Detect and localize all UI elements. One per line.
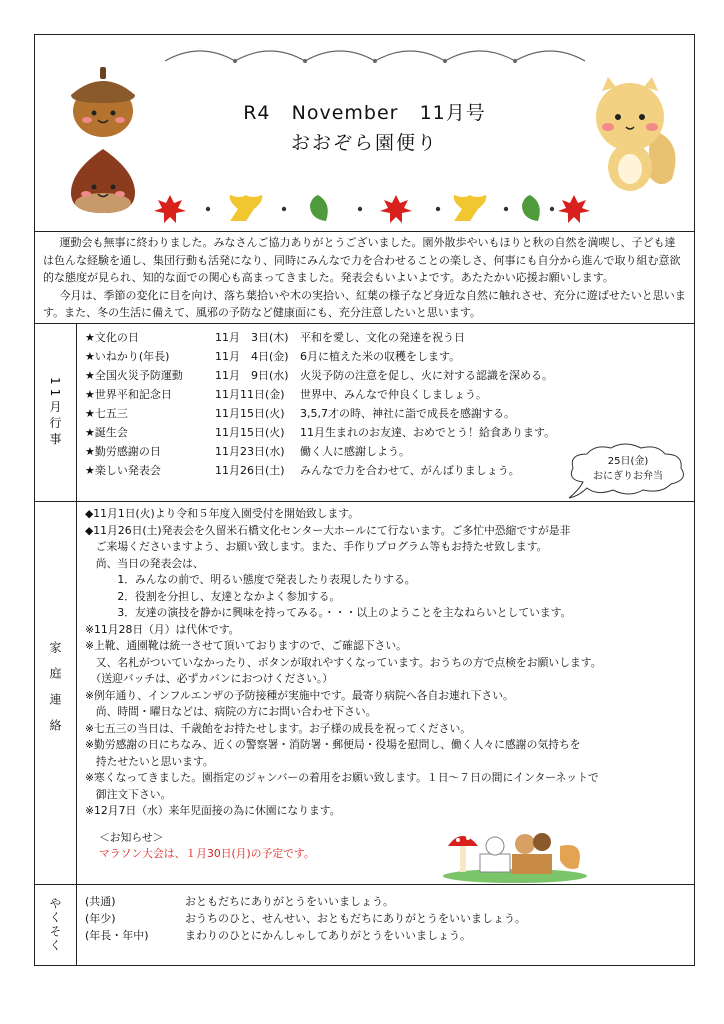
promise-row xyxy=(85,893,526,910)
event-date: 11月23日(水) xyxy=(215,445,285,458)
event-name: ★楽しい発表会 xyxy=(85,464,161,477)
event-name: ★全国火災予防運動 xyxy=(85,369,183,382)
event-desc: 6月に植えた米の収穫をします。 xyxy=(300,350,461,363)
promise-text: おともだちにありがとうをいいましょう。 xyxy=(185,895,394,908)
contact-line: ※七五三の当日は、千歳飴をお持たせします。お子様の成長を祝ってください。 xyxy=(85,721,472,735)
event-date: 11月 3日(木) xyxy=(215,331,289,344)
event-name: ★勤労感謝の日 xyxy=(85,445,161,458)
promise-text: まわりのひとにかんしゃしてありがとうをいいましょう。 xyxy=(185,929,471,942)
notice-heading: ＜お知らせ＞ xyxy=(99,830,164,844)
events-label: 11月行事 xyxy=(48,376,62,449)
contact-line: ※12月7日（水）来年児面接の為に休園になります。 xyxy=(85,804,341,817)
event-row xyxy=(85,423,555,442)
promise-row xyxy=(85,927,526,944)
contact-line: 1．みんなの前で、明るい態度で発表したり表現したりする。 xyxy=(85,573,416,586)
contact-line: 又、名札がついていなかったり、ボタンが取れやすくなっています。おうちの方で点検をお願いします。 xyxy=(85,655,602,669)
event-date: 11月11日(金) xyxy=(215,388,285,401)
green-leaf-icon xyxy=(310,195,328,221)
event-desc: みんなで力を合わせて、がんばりましょう。 xyxy=(300,464,520,477)
event-date: 11月15日(火) xyxy=(215,426,285,439)
contact-line: 御注文下さい。 xyxy=(85,787,172,801)
intro-paragraph: 運動会も無事に終わりました。みなさんご協力ありがとうございました。園外散歩やいもほりと秋の自然を満喫し、子ども達は色んな経験を通し、集団行動も活発になり、同時にみんなで力を合わせることの楽しさ、何事にも自分から進んで取り組む意欲的な態度が見られ、知的な面での関心も高まってきました。発表会もいよいよです。あたたかい応援お願いします。 xyxy=(43,236,681,284)
section-label xyxy=(35,885,77,965)
contact-line: ※例年通り、インフルエンザの予防接種が実施中です。最寄り病院へ各自お連れ下さい。 xyxy=(85,688,514,702)
contact-line: 2．役割を分担し、友達となかよく参加する。 xyxy=(85,589,341,603)
event-row xyxy=(85,442,555,461)
contact-line: ※上靴、通園靴は統一させて頂いておりますので、ご確認下さい。 xyxy=(85,639,407,652)
event-name: ★いねかり(年長) xyxy=(85,350,170,363)
section-label xyxy=(35,324,77,501)
promise-group: (年長・年中) xyxy=(85,929,149,942)
event-name: ★文化の日 xyxy=(85,331,139,344)
ginkgo-leaf-icon xyxy=(230,195,263,221)
event-row xyxy=(85,461,555,480)
green-leaf-icon xyxy=(522,195,540,221)
contact-line: 尚、当日の発表会は、 xyxy=(85,556,204,570)
event-name: ★誕生会 xyxy=(85,426,128,439)
maple-leaf-icon xyxy=(154,195,186,223)
promise-text: おうちのひと、せんせい、おともだちにありがとうをいいましょう。 xyxy=(185,912,526,925)
header xyxy=(35,35,694,231)
promise-section xyxy=(35,885,694,965)
contact-line: ◆11月1日(火)より令和５年度入園受付を開始致します。 xyxy=(85,507,360,520)
contact-line: 持たせたいと思います。 xyxy=(85,754,214,768)
events-list xyxy=(85,328,555,480)
maple-leaf-icon xyxy=(558,195,590,223)
contact-line: ご来場くださいますよう、お願い致します。また、手作りプログラム等もお持たせ致します。 xyxy=(85,540,548,553)
event-row xyxy=(85,347,555,366)
event-row xyxy=(85,366,555,385)
autumn-leaf-row-icon xyxy=(150,191,590,225)
contact-label: 家庭連絡 xyxy=(48,641,62,745)
contact-line: ◆11月26日(土)発表会を久留米石橋文化センター大ホールにて行ないます。ご多忙中恐縮ですが是非 xyxy=(85,523,571,537)
contact-line: （送迎バッチは、必ずカバンにおつけください。） xyxy=(85,672,334,685)
event-date: 11月 9日(水) xyxy=(215,369,289,382)
promise-list xyxy=(85,893,526,944)
contact-line: ※寒くなってきました。園指定のジャンバーの着用をお願い致します。１日～７日の間にインターネットで xyxy=(85,771,599,784)
bubble-text: おにぎりお弁当 xyxy=(593,471,663,482)
event-desc: 働く人に感謝しよう。 xyxy=(300,445,410,458)
contact-line: 尚、時間・曜日などは、病院の方にお問い合わせ下さい。 xyxy=(85,705,377,718)
intro-text xyxy=(35,231,694,324)
contact-section xyxy=(35,502,694,885)
newsletter-name: おおぞら園便り xyxy=(290,132,438,154)
event-row xyxy=(85,328,555,347)
contact-line: 3．友達の演技を静かに興味を持ってみる。・・・以上のようことを主なねらいとしています。 xyxy=(85,606,572,619)
event-date: 11月26日(土) xyxy=(215,464,285,477)
promise-group: (年少) xyxy=(85,912,116,925)
promise-row xyxy=(85,910,526,927)
event-row xyxy=(85,404,555,423)
marathon-notice: マラソン大会は、１月30日(月)の予定です。 xyxy=(99,847,315,860)
event-desc: 平和を愛し、文化の発達を祝う日 xyxy=(300,331,465,344)
contact-line: ※11月28日（月）は代休です。 xyxy=(85,622,240,636)
promise-label: やくそく xyxy=(48,897,62,953)
event-desc: 3,5,7才の時、神社に詣で成長を感謝する。 xyxy=(300,407,515,420)
event-date: 11月 4日(金) xyxy=(215,350,289,363)
section-label xyxy=(35,502,77,884)
contact-line: ※勤労感謝の日にちなみ、近くの警察署・消防署・郵便局・役場を慰問し、働く人々に感謝の気持ちを xyxy=(85,738,581,751)
maple-leaf-icon xyxy=(380,195,412,223)
event-desc: 世界中、みんなで仲良くしましょう。 xyxy=(300,388,487,401)
newsletter-issue-title: R4 November 11月号 xyxy=(243,102,486,124)
intro-paragraph: 今月は、季節の変化に目を向け、落ち葉拾いや木の実拾い、紅葉の様子など身近な自然に触れさせ、充分に遊ばせたいと思います。また、冬の生活に備えて、風邪の予防など健康面にも、充分注意したいと思います。 xyxy=(43,288,686,319)
event-name: ★世界平和記念日 xyxy=(85,388,172,401)
forest-animals-illustration-icon xyxy=(440,820,590,884)
event-date: 11月15日(火) xyxy=(215,407,285,420)
event-row xyxy=(85,385,555,404)
event-desc: 火災予防の注意を促し、火に対する認識を深める。 xyxy=(300,369,553,382)
event-desc: 11月生まれのお友達、おめでとう！給食あります。 xyxy=(300,426,556,439)
event-name: ★七五三 xyxy=(85,407,128,420)
bubble-date: 25日(金) xyxy=(607,456,649,467)
bunting-garland-icon xyxy=(165,41,585,71)
ginkgo-leaf-icon xyxy=(454,195,487,221)
newsletter-frame xyxy=(34,34,695,966)
events-section xyxy=(35,324,694,502)
promise-group: (共通) xyxy=(85,895,116,908)
contact-notes xyxy=(85,506,685,863)
